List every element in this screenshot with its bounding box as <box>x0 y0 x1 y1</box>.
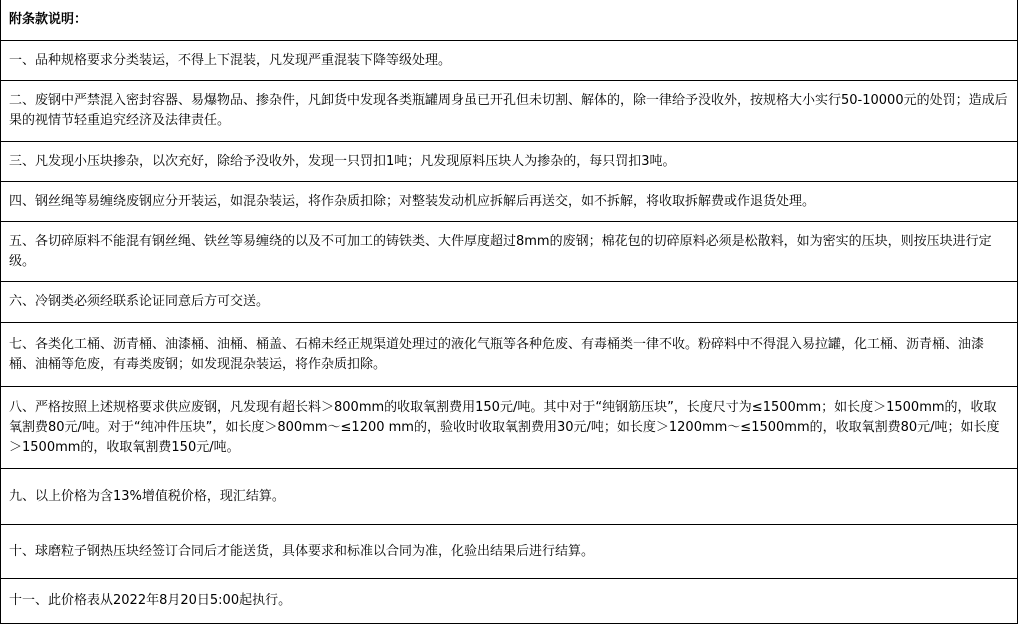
clause-row-7 <box>1 323 1017 387</box>
clause-text: 十一、此价格表从2022年8月20日5:00起执行。 <box>9 593 292 608</box>
clause-row-4 <box>1 182 1017 222</box>
clause-row-11 <box>1 579 1017 624</box>
clause-row-6 <box>1 282 1017 323</box>
clause-text: 十、球磨粒子钢热压块经签订合同后才能送货，具体要求和标准以合同为准，化验出结果后进行结算。 <box>9 543 595 559</box>
clause-text: 二、废钢中严禁混入密封容器、易爆物品、掺杂件，凡卸货中发现各类瓶罐周身虽已开孔但未切割、解体的，除一律给予没收外，按规格大小实行50-10000元的处罚；造成后果的视情节轻重追究经济及法律责任。 <box>9 93 1008 128</box>
clause-text: 九、以上价格为含13%增值税价格，现汇结算。 <box>9 488 285 504</box>
clause-text: 三、凡发现小压块掺杂，以次充好，除给予没收外，发现一只罚扣1吨；凡发现原料压块人为掺杂的，每只罚扣3吨。 <box>9 153 676 169</box>
clause-row-3 <box>1 142 1017 182</box>
clause-text: 六、冷钢类必须经联系论证同意后方可交送。 <box>9 294 270 309</box>
clause-row-8 <box>1 387 1017 469</box>
clause-text: 七、各类化工桶、沥青桶、油漆桶、油桶、桶盖、石棉未经正规渠道处理过的液化气瓶等各种危废、有毒桶类一律不收。粉碎料中不得混入易拉罐，化工桶、沥青桶、油漆桶、油桶等危废，有毒类废钢；如发现混杂装运，将作杂质扣除。 <box>9 336 985 372</box>
clause-row-1 <box>1 41 1017 81</box>
terms-header-row <box>1 0 1017 41</box>
clause-row-5 <box>1 222 1017 282</box>
clause-text: 一、品种规格要求分类装运，不得上下混装，凡发现严重混装下降等级处理。 <box>9 52 452 68</box>
terms-header: 附条款说明： <box>9 12 88 27</box>
clause-row-10 <box>1 525 1017 579</box>
clause-text: 四、钢丝绳等易缠绕废钢应分开装运，如混杂装运，将作杂质扣除；对整装发动机应拆解后再送交，如不拆解，将收取拆解费或作退货处理。 <box>9 193 816 209</box>
clause-text: 八、严格按照上述规格要求供应废钢，凡发现有超长料＞800mm的收取氧割费用150元/吨。其中对于“纯钢筋压块”，长度尺寸为≤1500mm；如长度＞1500mm的，收取氧割费80元/吨。对于“纯冲件压块”，如长度＞800mm～≤1200 mm的，验收时收取氧割费用30元/吨；如长度＞1200mm～≤1500mm的，收取氧割费80元/吨；如长度＞1500mm的，收取氧割费150元/吨。 <box>9 399 1000 455</box>
clause-row-2 <box>1 81 1017 142</box>
clause-row-9 <box>1 469 1017 525</box>
clause-text: 五、各切碎原料不能混有钢丝绳、铁丝等易缠绕的以及不可加工的铸铁类、大件厚度超过8mm的废钢；棉花包的切碎原料必须是松散料，如为密实的压块，则按压块进行定级。 <box>9 233 992 269</box>
